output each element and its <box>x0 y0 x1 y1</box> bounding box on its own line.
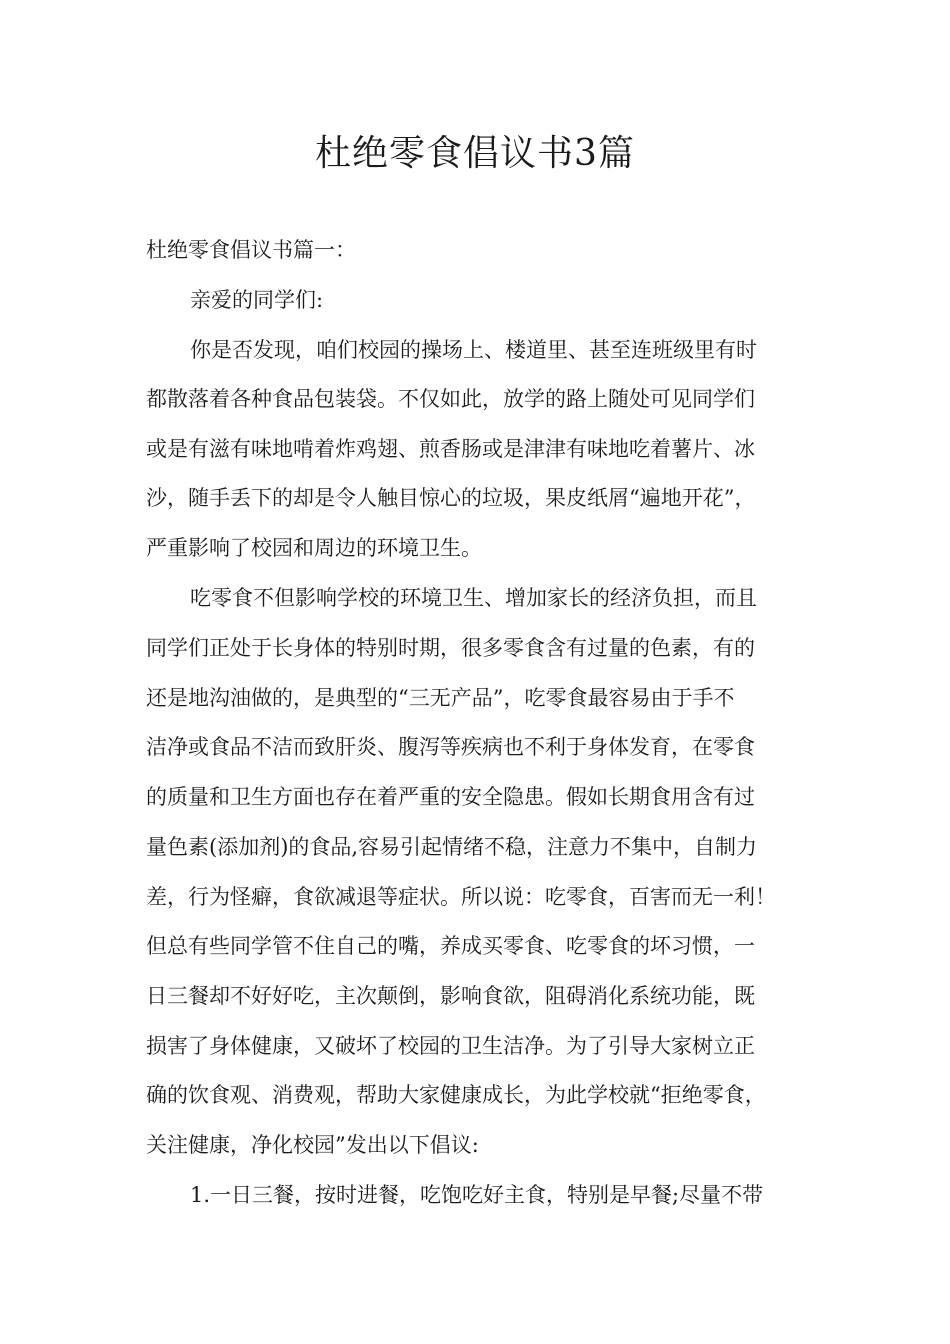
paragraph-line: 沙，随手丢下的却是令人触目惊心的垃圾，果皮纸屑“遍地开花”， <box>146 486 756 510</box>
paragraph-line: 但总有些同学管不住自己的嘴，养成买零食、吃零食的坏习惯，一 <box>146 934 755 958</box>
paragraph-line: 损害了身体健康，又破坏了校园的卫生洁净。为了引导大家树立正 <box>146 1034 755 1058</box>
paragraph-line: 的质量和卫生方面也存在着严重的安全隐患。假如长期食用含有过 <box>146 785 755 809</box>
paragraph-line: 还是地沟油做的，是典型的“三无产品”，吃零食最容易由于手不 <box>146 686 735 710</box>
paragraph-line: 差，行为怪癖，食欲减退等症状。所以说：吃零食，百害而无一利！ <box>146 885 776 909</box>
paragraph-line: 关注健康，净化校园”发出以下倡议: <box>146 1133 479 1157</box>
section-heading: 杜绝零食倡议书篇一： <box>146 238 356 262</box>
paragraph-line: 确的饮食观、消费观，帮助大家健康成长，为此学校就“拒绝零食， <box>146 1083 766 1107</box>
paragraph-line: 洁净或食品不洁而致肝炎、腹泻等疾病也不利于身体发育，在零食 <box>146 735 755 759</box>
paragraph-line: 严重影响了校园和周边的环境卫生。 <box>146 536 482 560</box>
document-title: 杜绝零食倡议书3篇 <box>315 133 635 174</box>
greeting-line: 亲爱的同学们: <box>190 288 324 312</box>
paragraph-line: 吃零食不但影响学校的环境卫生、增加家长的经济负担，而且 <box>190 586 757 610</box>
paragraph-line: 日三餐却不好好吃，主次颠倒，影响食欲，阻碍消化系统功能，既 <box>146 984 755 1008</box>
list-item-line: 1.一日三餐，按时进餐，吃饱吃好主食，特别是早餐;尽量不带 <box>190 1183 764 1207</box>
paragraph-line: 或是有滋有味地啃着炸鸡翅、煎香肠或是津津有味地吃着薯片、冰 <box>146 437 755 461</box>
paragraph-line: 同学们正处于长身体的特别时期，很多零食含有过量的色素，有的 <box>146 636 755 660</box>
paragraph-line: 都散落着各种食品包装袋。不仅如此，放学的路上随处可见同学们 <box>146 387 755 411</box>
paragraph-line: 你是否发现，咱们校园的操场上、楼道里、甚至连班级里有时 <box>190 338 757 362</box>
paragraph-line: 量色素(添加剂)的食品,容易引起情绪不稳，注意力不集中，自制力 <box>146 835 758 859</box>
